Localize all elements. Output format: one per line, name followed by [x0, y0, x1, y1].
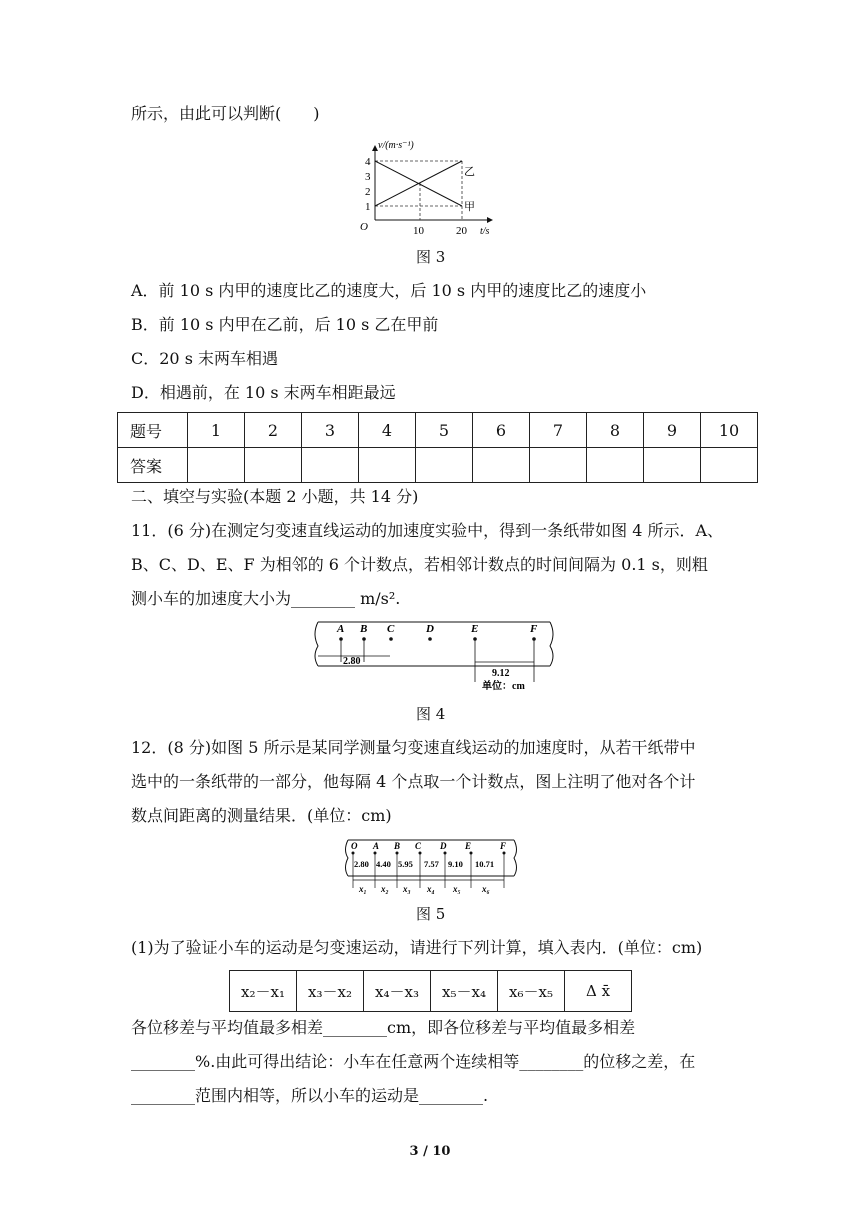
- y-tick: 2: [365, 186, 371, 198]
- difference-header: x₂－x₁: [230, 971, 297, 1012]
- option-a: A．前 10 s 内甲的速度比乙的速度大，后 10 s 内甲的速度比乙的速度小: [131, 281, 647, 300]
- point-label: F: [500, 841, 507, 851]
- option-b: B．前 10 s 内甲在乙前，后 10 s 乙在甲前: [131, 315, 439, 334]
- q12-after-line-1: 各位移差与平均值最多相差________cm，即各位移差与平均值最多相差: [131, 1018, 636, 1037]
- y-tick: 3: [365, 171, 371, 183]
- distance-label: 7.57: [424, 859, 439, 869]
- option-c: C．20 s 末两车相遇: [131, 349, 278, 368]
- distance-label: 5.95: [398, 859, 413, 869]
- question-number-label: 题号: [118, 413, 188, 448]
- x-tick: 10: [413, 225, 424, 237]
- answer-table: [117, 412, 758, 483]
- q11-line-2: B、C、D、E、F 为相邻的 6 个计数点，若相邻计数点的时间间隔为 0.1 s，则粗: [131, 555, 708, 574]
- point-label: D: [426, 623, 434, 635]
- point-label: E: [471, 623, 479, 635]
- answer-cell[interactable]: [701, 448, 758, 483]
- dimension-right: 9.12: [492, 668, 510, 679]
- question-number: 3: [302, 413, 359, 448]
- point-label: B: [394, 841, 401, 851]
- q12-after-line-2: ________%.由此可得出结论：小车在任意两个连续相等________的位移之差，在: [131, 1052, 696, 1071]
- difference-header: x₆－x₅: [498, 971, 565, 1012]
- unit-label: 单位：cm: [482, 681, 525, 692]
- q12-part-1: (1)为了验证小车的运动是匀变速运动，请进行下列计算，填入表内．(单位：cm): [131, 938, 703, 957]
- difference-table: [229, 970, 632, 1012]
- segment-label: x₄: [427, 884, 435, 894]
- figure-4-tape: [310, 616, 560, 694]
- figure-5-tape: [340, 836, 522, 898]
- question-number: 9: [644, 413, 701, 448]
- figure-3-vt-graph: [330, 138, 510, 238]
- answer-label: 答案: [118, 448, 188, 483]
- q12-after-line-3: ________范围内相等，所以小车的运动是________.: [131, 1086, 489, 1105]
- segment-label: x₁: [359, 884, 367, 894]
- intro-line: 所示，由此可以判断( ): [131, 104, 320, 123]
- question-number: 8: [587, 413, 644, 448]
- x-axis-label: t/s: [480, 226, 490, 237]
- answer-cell[interactable]: [530, 448, 587, 483]
- answer-cell[interactable]: [644, 448, 701, 483]
- segment-label: x₅: [453, 884, 461, 894]
- distance-label: 10.71: [475, 859, 495, 869]
- answer-cell[interactable]: [245, 448, 302, 483]
- section-2-heading: 二、填空与实验(本题 2 小题，共 14 分): [131, 487, 419, 506]
- answer-cell[interactable]: [188, 448, 245, 483]
- question-number: 7: [530, 413, 587, 448]
- point-label: A: [373, 841, 380, 851]
- page-number: 3 / 10: [409, 1144, 451, 1159]
- figure-5-caption: 图 5: [416, 905, 446, 923]
- segment-label: x₃: [403, 884, 411, 894]
- point-label: A: [337, 623, 345, 635]
- y-tick: 1: [365, 201, 371, 213]
- answer-table-answer-row: [118, 448, 758, 483]
- q11-line-3: 测小车的加速度大小为________ m/s².: [131, 589, 401, 608]
- distance-label: 9.10: [448, 859, 463, 869]
- x-tick: 20: [456, 225, 467, 237]
- difference-header: x₅－x₄: [431, 971, 498, 1012]
- answer-cell[interactable]: [302, 448, 359, 483]
- point-label: B: [360, 623, 368, 635]
- distance-label: 4.40: [376, 859, 391, 869]
- question-number: 5: [416, 413, 473, 448]
- difference-header: x₄－x₃: [364, 971, 431, 1012]
- segment-label: x₂: [381, 884, 389, 894]
- q12-line-2: 选中的一条纸带的一部分，他每隔 4 个点取一个计数点，图上注明了他对各个计: [131, 772, 696, 791]
- dimension-left: 2.80: [343, 656, 361, 667]
- q11-line-1: 11．(6 分)在测定匀变速直线运动的加速度实验中，得到一条纸带如图 4 所示．A、: [131, 521, 724, 540]
- tape-point: [389, 637, 393, 641]
- answer-cell[interactable]: [587, 448, 644, 483]
- question-number: 10: [701, 413, 758, 448]
- figure-3-caption: 图 3: [416, 248, 446, 266]
- answer-cell[interactable]: [416, 448, 473, 483]
- y-tick: 4: [365, 156, 371, 168]
- point-label: O: [351, 841, 358, 851]
- difference-header: Δ x̄: [565, 971, 632, 1012]
- line-label-yi: 乙: [464, 166, 475, 178]
- distance-label: 2.80: [354, 859, 369, 869]
- tape-point: [428, 637, 432, 641]
- y-axis-label: v/(m·s⁻¹): [378, 140, 414, 151]
- q12-line-3: 数点间距离的测量结果．(单位：cm): [131, 806, 392, 825]
- question-number: 6: [473, 413, 530, 448]
- point-label: D: [440, 841, 447, 851]
- option-d: D．相遇前，在 10 s 末两车相距最远: [131, 383, 396, 402]
- difference-header: x₃－x₂: [297, 971, 364, 1012]
- answer-table-header-row: [118, 413, 758, 448]
- point-label: F: [530, 623, 538, 635]
- segment-label: x₆: [482, 884, 490, 894]
- question-number: 2: [245, 413, 302, 448]
- origin-label: O: [360, 221, 368, 233]
- point-label: C: [415, 841, 422, 851]
- q12-line-1: 12．(8 分)如图 5 所示是某同学测量匀变速直线运动的加速度时，从若干纸带中: [131, 738, 696, 757]
- point-label: C: [387, 623, 395, 635]
- answer-cell[interactable]: [473, 448, 530, 483]
- question-number: 4: [359, 413, 416, 448]
- answer-cell[interactable]: [359, 448, 416, 483]
- line-label-jia: 甲: [464, 201, 475, 213]
- point-label: E: [465, 841, 472, 851]
- question-number: 1: [188, 413, 245, 448]
- figure-4-caption: 图 4: [416, 705, 446, 723]
